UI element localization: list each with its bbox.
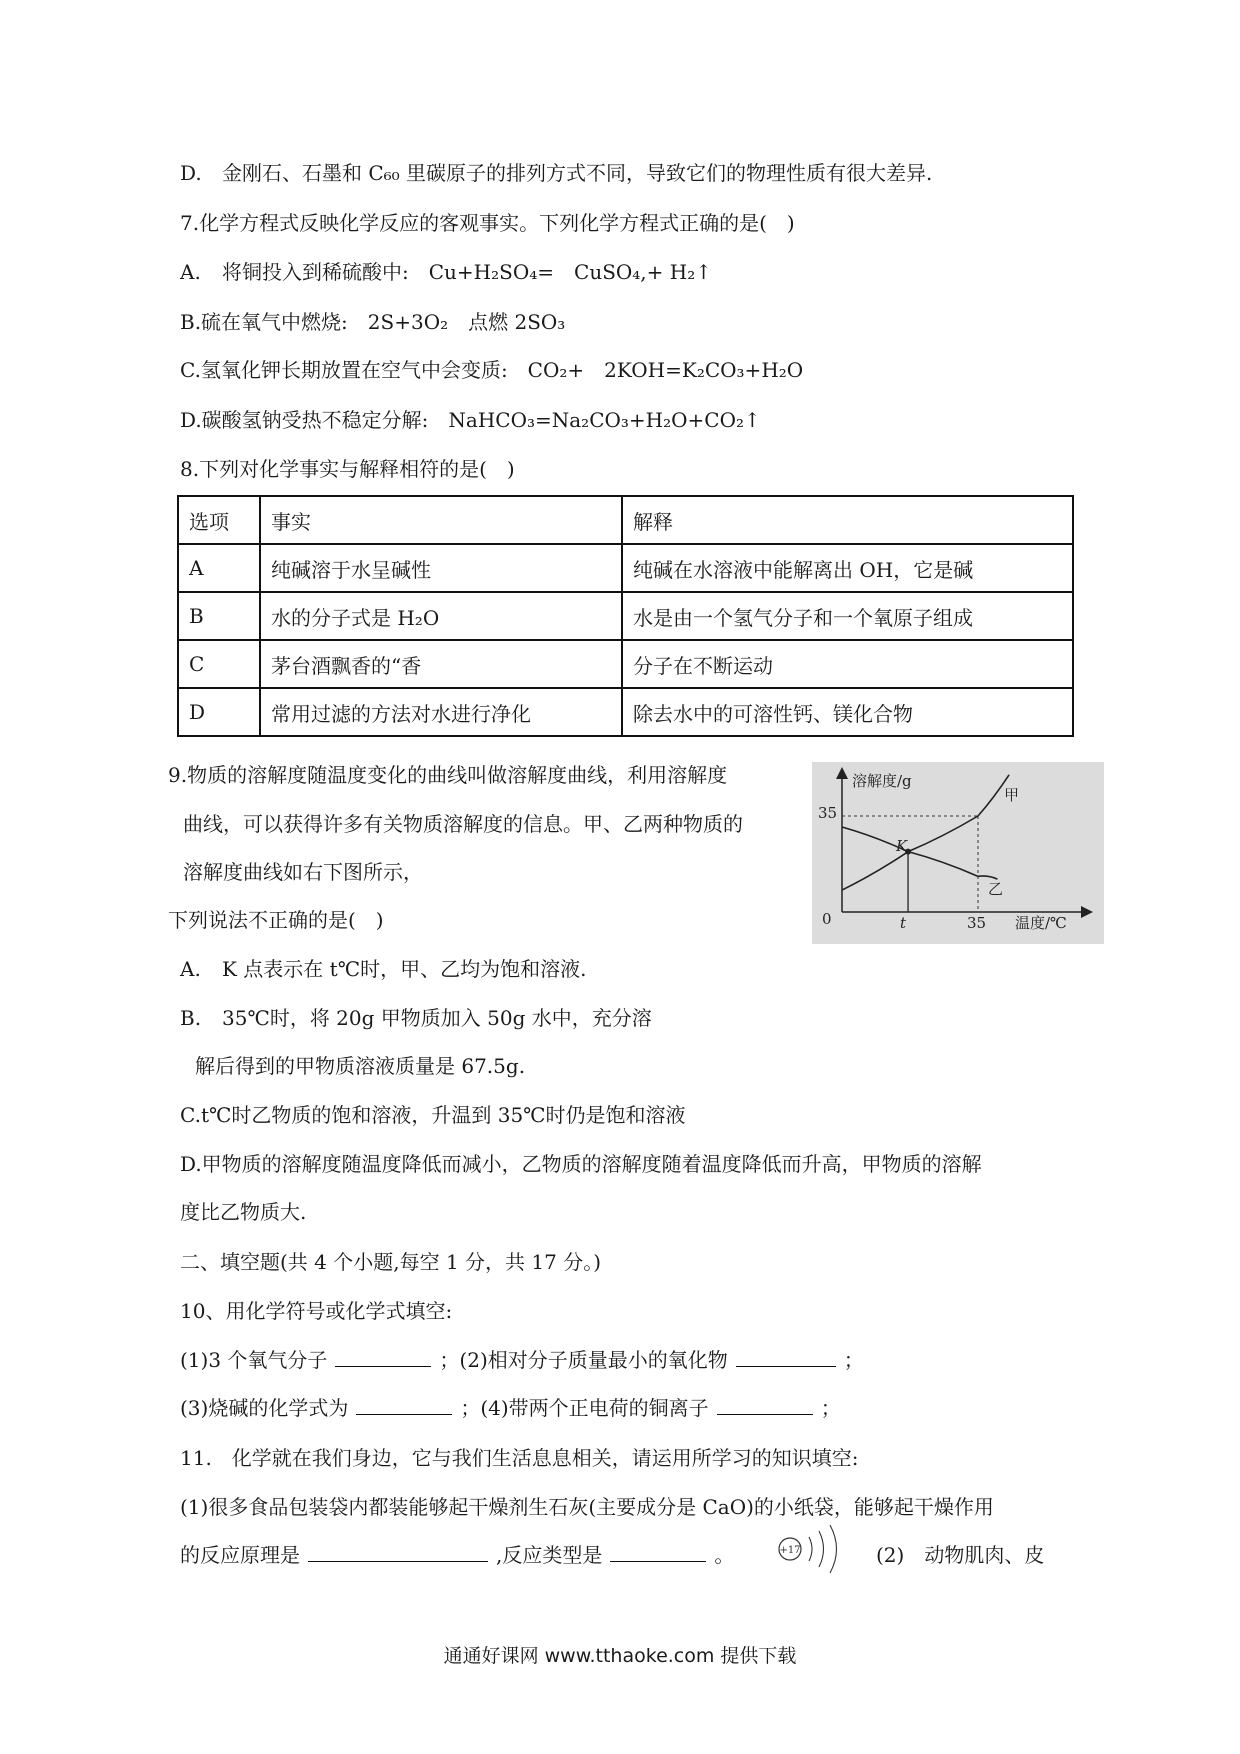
q10-part-1-label: (1)3 个氧气分子 — [180, 1348, 328, 1372]
q8-stem: 8.下列对化学事实与解释相符的是( ) — [180, 457, 515, 481]
q9-option-b-line-2: 解后得到的甲物质溶液质量是 67.5g. — [195, 1054, 526, 1078]
q10-semicolon: ； — [820, 1396, 841, 1420]
q8-table — [177, 495, 1074, 737]
q10-semicolon: ； — [843, 1348, 864, 1372]
table-cell: 纯碱溶于水呈碱性 — [260, 544, 622, 592]
q9-option-d-line-1: D.甲物质的溶解度随温度降低而减小，乙物质的溶解度随着温度降低而升高，甲物质的溶解 — [180, 1152, 982, 1176]
section-2-title: 二、填空题(共 4 个小题,每空 1 分，共 17 分。) — [180, 1250, 602, 1274]
table-cell: 分子在不断运动 — [622, 640, 1073, 688]
q11-line-1: (1)很多食品包装袋内都装能够起干燥剂生石灰(主要成分是 CaO)的小纸袋，能够起干燥作用 — [180, 1495, 994, 1519]
q7-option-a-label: A. — [180, 260, 201, 284]
table-header-cell: 选项 — [178, 496, 260, 544]
electron-shell-2 — [819, 1531, 824, 1567]
q6-option-d-label: D. — [180, 161, 202, 185]
q10-blank-4[interactable] — [717, 1396, 813, 1415]
table-cell: 茅台酒飘香的“香 — [260, 640, 622, 688]
q7-option-a-text: 将铜投入到稀硫酸中: Cu+H₂SO₄= CuSO₄,+ H₂↑ — [222, 260, 712, 284]
table-cell: C — [178, 640, 260, 688]
q6-option-d-text: 金刚石、石墨和 C₆₀ 里碳原子的排列方式不同，导致它们的物理性质有很大差异. — [222, 161, 933, 185]
series-jia-label: 甲 — [1004, 786, 1020, 804]
solubility-chart-svg — [812, 762, 1104, 944]
table-cell: 除去水中的可溶性钙、镁化合物 — [622, 688, 1073, 736]
series-line-jia — [842, 775, 1009, 890]
q10-blank-2[interactable] — [736, 1348, 836, 1367]
x-axis-label: 温度/℃ — [1015, 914, 1067, 932]
q10-row-2 — [180, 1394, 841, 1422]
q9-option-a-text: K 点表示在 t℃时，甲、乙均为饱和溶液. — [222, 957, 587, 981]
q9-option-d-line-2: 度比乙物质大. — [180, 1200, 307, 1224]
q7-stem: 7.化学方程式反映化学反应的客观事实。下列化学方程式正确的是( ) — [180, 211, 795, 235]
q9-option-a-label: A. — [180, 957, 201, 981]
q10-part-4-label: ；(4)带两个正电荷的铜离子 — [460, 1396, 709, 1420]
q11-stem: 11. 化学就在我们身边，它与我们生活息息相关，请运用所学习的知识填空: — [180, 1446, 859, 1470]
table-row — [178, 592, 1073, 640]
table-cell: 水的分子式是 H₂O — [260, 592, 622, 640]
page-footer: 通通好课网 www.tthaoke.com 提供下载 — [443, 1645, 797, 1667]
q10-stem: 10、用化学符号或化学式填空: — [180, 1299, 453, 1323]
q11-line-2-part-b: ,反应类型是 — [496, 1543, 603, 1567]
point-k-label: K — [896, 837, 908, 855]
q7-option-c: C.氢氧化钾长期放置在空气中会变质: CO₂+ 2KOH=K₂CO₃+H₂O — [180, 358, 804, 382]
q11-blank-2[interactable] — [610, 1543, 706, 1562]
table-header-cell: 事实 — [260, 496, 622, 544]
q7-option-d: D.碳酸氢钠受热不稳定分解: NaHCO₃=Na₂CO₃+H₂O+CO₂↑ — [180, 408, 761, 432]
table-cell: 纯碱在水溶液中能解离出 OH，它是碱 — [622, 544, 1073, 592]
q7-option-b: B.硫在氧气中燃烧: 2S+3O₂ 点燃 2SO₃ — [180, 310, 566, 334]
y-axis-label: 溶解度/g — [852, 772, 912, 790]
q11-line-2-part-d: (2) 动物肌肉、皮 — [876, 1543, 1045, 1567]
q11-line-2-part-c: 。 — [714, 1543, 735, 1567]
table-cell: B — [178, 592, 260, 640]
table-row — [178, 688, 1073, 736]
table-cell: D — [178, 688, 260, 736]
chart-marks — [842, 775, 1009, 912]
atom-nucleus-charge: +17 — [779, 1545, 801, 1556]
q10-blank-1[interactable] — [335, 1348, 431, 1367]
q9-option-c: C.t℃时乙物质的饱和溶液，升温到 35℃时仍是饱和溶液 — [180, 1103, 686, 1127]
q9-stem-line-4: 下列说法不正确的是( ) — [168, 908, 384, 932]
table-row — [178, 640, 1073, 688]
electron-shell-1 — [809, 1537, 812, 1561]
q7-option-a — [180, 258, 712, 286]
q11-blank-1[interactable] — [308, 1543, 488, 1562]
y-tick-35: 35 — [818, 804, 838, 822]
origin-label: 0 — [822, 910, 832, 928]
q9-stem-line-2: 曲线，可以获得许多有关物质溶解度的信息。甲、乙两种物质的 — [183, 812, 743, 836]
q9-stem-line-1: 9.物质的溶解度随温度变化的曲线叫做溶解度曲线，利用溶解度 — [168, 763, 728, 787]
series-line-yi — [842, 827, 997, 879]
atom-structure-svg — [775, 1517, 855, 1577]
q10-part-2-label: ；(2)相对分子质量最小的氧化物 — [439, 1348, 728, 1372]
table-row — [178, 544, 1073, 592]
q10-part-3-label: (3)烧碱的化学式为 — [180, 1396, 349, 1420]
q6-option-d — [180, 159, 932, 187]
q9-stem-line-3: 溶解度曲线如右下图所示， — [183, 860, 423, 884]
x-tick-35: 35 — [967, 914, 987, 932]
q11-line-2-part-a: 的反应原理是 — [180, 1543, 300, 1567]
solubility-chart — [812, 762, 1104, 944]
q10-row-1 — [180, 1346, 864, 1374]
q9-option-b-line-1 — [180, 1004, 652, 1032]
electron-shell-3 — [830, 1525, 837, 1573]
table-header-row — [178, 496, 1073, 544]
atom-structure-diagram — [775, 1517, 855, 1577]
table-cell: 常用过滤的方法对水进行净化 — [260, 688, 622, 736]
table-header-cell: 解释 — [622, 496, 1073, 544]
q10-blank-3[interactable] — [356, 1396, 452, 1415]
x-tick-t: t — [900, 914, 907, 932]
q11-line-2 — [180, 1541, 734, 1569]
q9-option-b-text-1: 35℃时，将 20g 甲物质加入 50g 水中，充分溶 — [222, 1006, 652, 1030]
series-yi-label: 乙 — [988, 880, 1004, 898]
table-cell: 水是由一个氢气分子和一个氧原子组成 — [622, 592, 1073, 640]
q9-option-a — [180, 955, 586, 983]
table-cell: A — [178, 544, 260, 592]
q9-option-b-label: B. — [180, 1006, 202, 1030]
